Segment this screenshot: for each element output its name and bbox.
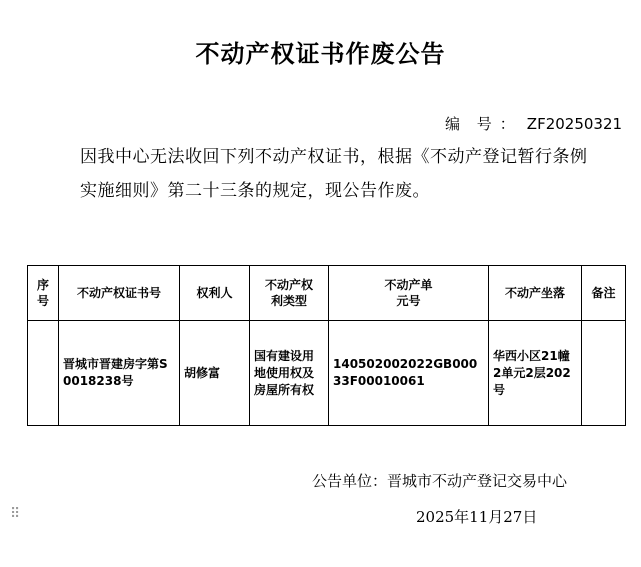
document-number-colon: ： — [499, 115, 515, 133]
header-owner: 权利人 — [180, 266, 250, 321]
table-header-row — [28, 266, 626, 321]
cell-unit-no: 140502002022GB00033F00010061 — [329, 321, 489, 426]
header-location: 不动产坐落 — [489, 266, 582, 321]
header-remark: 备注 — [582, 266, 626, 321]
announcement-date: 2025年11月27日 — [416, 508, 538, 526]
issuer-line: 公告单位：晋城市不动产登记交易中心 — [312, 472, 568, 490]
document-number-value: ZF20250321 — [526, 115, 623, 133]
header-unit-no: 不动产单元号 — [329, 266, 489, 321]
page-title: 不动产权证书作废公告 — [195, 40, 446, 68]
header-right-type: 不动产权利类型 — [250, 266, 329, 321]
announcement-paragraph: 因我中心无法收回下列不动产权证书，根据《不动产登记暂行条例实施细则》第二十三条的规定，现公告作废。 — [80, 147, 588, 201]
header-cert-no: 不动产权证书号 — [59, 266, 180, 321]
cell-cert-no: 晋城市晋建房字第S0018238号 — [59, 321, 180, 426]
cell-right-type: 国有建设用地使用权及房屋所有权 — [250, 321, 329, 426]
header-seq: 序号 — [28, 266, 59, 321]
document-number — [445, 113, 622, 134]
cell-owner: 胡修富 — [180, 321, 250, 426]
table-row — [28, 321, 626, 426]
void-certificate-table — [27, 265, 626, 426]
drag-handle-icon[interactable]: ⠿ — [10, 506, 21, 522]
document-number-label: 编 号 — [445, 115, 498, 133]
cell-location: 华西小区21幢2单元2层202号 — [489, 321, 582, 426]
cell-seq — [28, 321, 59, 426]
cell-remark — [582, 321, 626, 426]
